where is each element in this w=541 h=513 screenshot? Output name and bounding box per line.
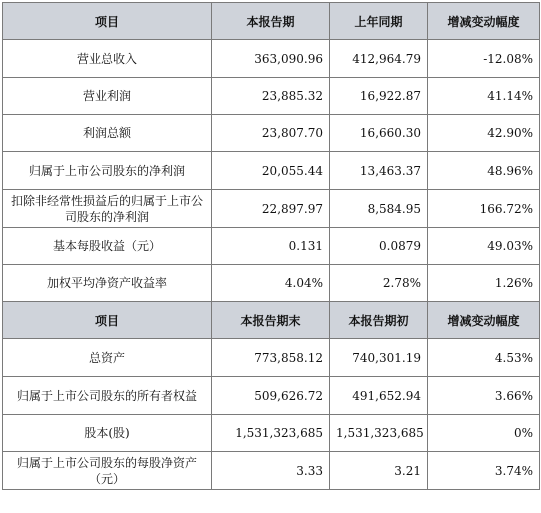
- row-label: 归属于上市公司股东的所有者权益: [3, 377, 212, 415]
- header-row-period: [3, 3, 540, 40]
- current-value: 23,885.32: [212, 78, 330, 115]
- header-prior-period: 上年同期: [330, 3, 428, 40]
- current-value: 4.04%: [212, 265, 330, 302]
- prior-value: 13,463.37: [330, 152, 428, 190]
- table-row: [3, 40, 540, 78]
- header-change: 增减变动幅度: [428, 3, 540, 40]
- change-value: 41.14%: [428, 78, 540, 115]
- header-change: 增减变动幅度: [428, 302, 540, 339]
- table-row: [3, 377, 540, 415]
- header-current-period: 本报告期: [212, 3, 330, 40]
- header-row-balance: [3, 302, 540, 339]
- row-label: 营业总收入: [3, 40, 212, 78]
- row-label: 股本(股): [3, 415, 212, 452]
- change-value: 3.66%: [428, 377, 540, 415]
- prior-value: 412,964.79: [330, 40, 428, 78]
- table-row: [3, 339, 540, 377]
- header-period-start: 本报告期初: [330, 302, 428, 339]
- row-label: 扣除非经常性损益后的归属于上市公司股东的净利润: [3, 190, 212, 228]
- prior-value: 2.78%: [330, 265, 428, 302]
- current-value: 773,858.12: [212, 339, 330, 377]
- change-value: 1.26%: [428, 265, 540, 302]
- change-value: 49.03%: [428, 228, 540, 265]
- prior-value: 740,301.19: [330, 339, 428, 377]
- current-value: 3.33: [212, 452, 330, 490]
- current-value: 1,531,323,685: [212, 415, 330, 452]
- current-value: 23,807.70: [212, 115, 330, 152]
- header-item: 项目: [3, 3, 212, 40]
- table-row: [3, 452, 540, 490]
- header-period-end: 本报告期末: [212, 302, 330, 339]
- row-label: 利润总额: [3, 115, 212, 152]
- change-value: -12.08%: [428, 40, 540, 78]
- row-label: 归属于上市公司股东的每股净资产（元）: [3, 452, 212, 490]
- table-row: [3, 265, 540, 302]
- table-row: [3, 228, 540, 265]
- current-value: 363,090.96: [212, 40, 330, 78]
- table-row: [3, 415, 540, 452]
- table-row: [3, 152, 540, 190]
- change-value: 166.72%: [428, 190, 540, 228]
- row-label: 营业利润: [3, 78, 212, 115]
- current-value: 509,626.72: [212, 377, 330, 415]
- prior-value: 491,652.94: [330, 377, 428, 415]
- change-value: 48.96%: [428, 152, 540, 190]
- change-value: 4.53%: [428, 339, 540, 377]
- current-value: 22,897.97: [212, 190, 330, 228]
- change-value: 0%: [428, 415, 540, 452]
- table-row: [3, 190, 540, 228]
- prior-value: 1,531,323,685: [330, 415, 428, 452]
- financial-summary-table: [2, 2, 540, 490]
- table-row: [3, 115, 540, 152]
- prior-value: 3.21: [330, 452, 428, 490]
- prior-value: 16,922.87: [330, 78, 428, 115]
- change-value: 3.74%: [428, 452, 540, 490]
- change-value: 42.90%: [428, 115, 540, 152]
- row-label: 加权平均净资产收益率: [3, 265, 212, 302]
- row-label: 归属于上市公司股东的净利润: [3, 152, 212, 190]
- row-label: 总资产: [3, 339, 212, 377]
- prior-value: 8,584.95: [330, 190, 428, 228]
- prior-value: 0.0879: [330, 228, 428, 265]
- current-value: 20,055.44: [212, 152, 330, 190]
- header-item: 项目: [3, 302, 212, 339]
- current-value: 0.131: [212, 228, 330, 265]
- row-label: 基本每股收益（元）: [3, 228, 212, 265]
- prior-value: 16,660.30: [330, 115, 428, 152]
- table-row: [3, 78, 540, 115]
